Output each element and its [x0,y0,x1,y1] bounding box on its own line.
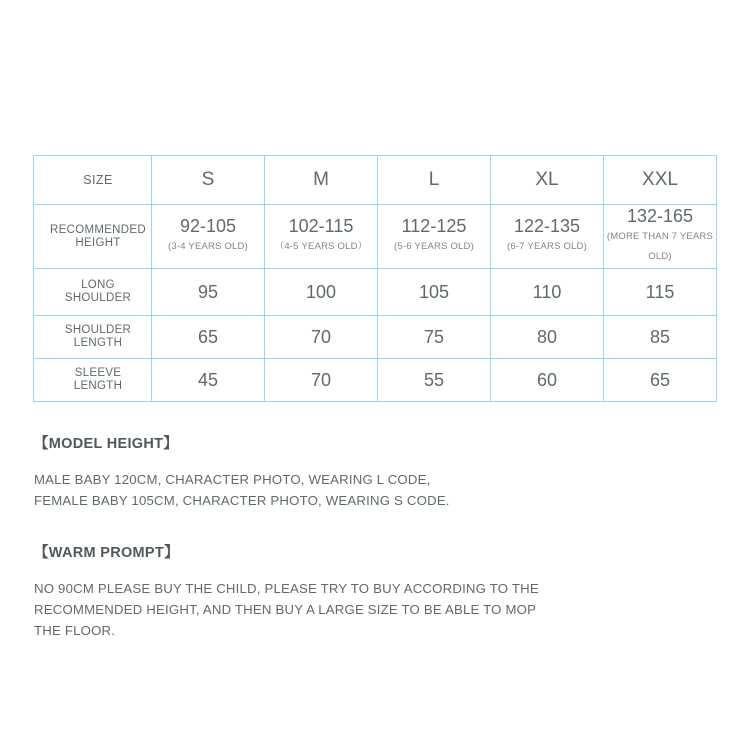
row-label-line2: HEIGHT [75,236,121,249]
header-size-xxl: XXL [604,156,717,205]
notes-section [34,432,694,641]
cell-sleeve-length-xl: 60 [491,359,604,402]
cell-long-shoulder-l: 105 [378,269,491,316]
cell-shoulder-length-m: 70 [265,316,378,359]
cell-sleeve-length-s: 45 [152,359,265,402]
row-label-line1: RECOMMENDED [50,223,146,236]
cell-shoulder-length-l: 75 [378,316,491,359]
size-table-container [33,155,717,402]
model-height-line-2: FEMALE BABY 105CM, CHARACTER PHOTO, WEARING S CODE. [34,493,450,508]
header-size-label: SIZE [34,156,152,205]
cell-long-shoulder-xl: 110 [491,269,604,316]
model-height-title: 【MODEL HEIGHT】 [34,436,179,452]
row-label-line2: LENGTH [73,337,123,349]
cell-height-xl [491,205,604,269]
cell-sleeve-length-l: 55 [378,359,491,402]
cell-value: 112-125 [401,216,467,236]
cell-subtext: (3-4 YEARS OLD) [168,241,248,252]
header-size-m: M [265,156,378,205]
row-label-line2: LENGTH [73,380,123,392]
cell-subtext: （4-5 YEARS OLD） [274,241,368,252]
cell-shoulder-length-xxl: 85 [604,316,717,359]
cell-subtext: (5-6 YEARS OLD) [394,241,474,252]
cell-value: 92-105 [179,216,237,236]
cell-long-shoulder-m: 100 [265,269,378,316]
header-size-s: S [152,156,265,205]
cell-sleeve-length-m: 70 [265,359,378,402]
cell-long-shoulder-xxl: 115 [604,269,717,316]
cell-value: 132-165 [626,206,694,226]
cell-value: 102-115 [288,216,354,236]
cell-long-shoulder-s: 95 [152,269,265,316]
cell-shoulder-length-s: 65 [152,316,265,359]
row-label-sleeve-length [34,359,152,402]
warm-prompt-line-2: RECOMMENDED HEIGHT, AND THEN BUY A LARGE SIZE TO BE ABLE TO MOP [34,602,537,617]
warm-prompt-title: 【WARM PROMPT】 [34,545,179,561]
table-row [34,205,717,269]
model-height-line-1: MALE BABY 120CM, CHARACTER PHOTO, WEARING L CODE, [34,472,431,487]
row-label-shoulder-length [34,316,152,359]
warm-prompt-body [34,578,694,641]
model-height-body [34,469,694,511]
cell-height-m [265,205,378,269]
row-label-line2: SHOULDER [64,292,132,304]
cell-subtext: (MORE THAN 7 YEARS OLD) [606,231,714,262]
cell-sleeve-length-xxl: 65 [604,359,717,402]
table-row [34,269,717,316]
row-label-line1: SHOULDER [64,324,132,336]
cell-height-l [378,205,491,269]
warm-prompt-line-1: NO 90CM PLEASE BUY THE CHILD, PLEASE TRY TO BUY ACCORDING TO THE [34,581,539,596]
header-size-xl: XL [491,156,604,205]
cell-height-xxl [604,205,717,269]
table-header-row [34,156,717,205]
row-label-line1: SLEEVE [74,367,122,379]
cell-value: 122-135 [513,216,581,236]
row-label-line1: LONG [81,279,115,291]
row-label-long-shoulder [34,269,152,316]
table-row [34,316,717,359]
table-row [34,359,717,402]
size-table [33,155,717,402]
cell-subtext: (6-7 YEARS OLD) [507,241,587,252]
row-label-recommended-height [34,205,152,269]
warm-prompt-line-3: THE FLOOR. [34,623,116,638]
cell-height-s [152,205,265,269]
cell-shoulder-length-xl: 80 [491,316,604,359]
header-size-l: L [378,156,491,205]
notes-spacer [34,511,694,541]
